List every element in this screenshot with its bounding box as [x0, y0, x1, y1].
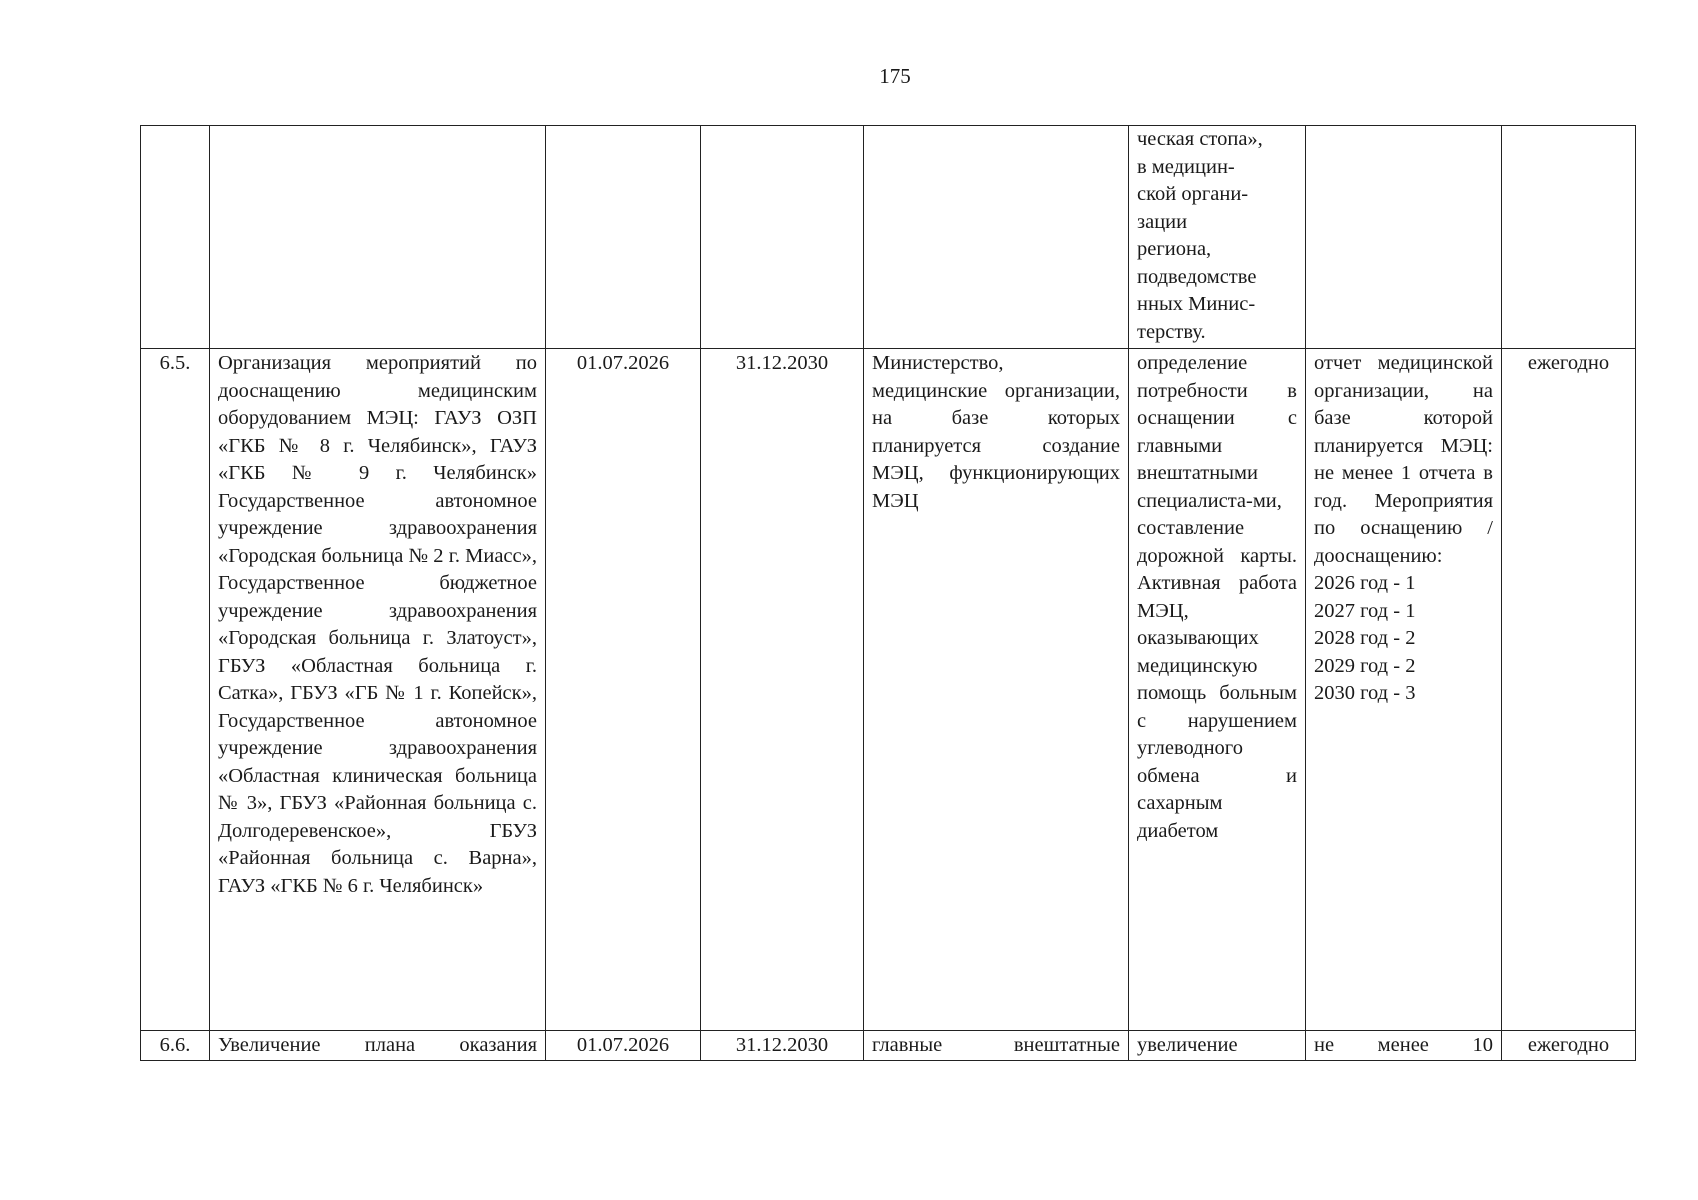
cell-period: ежегодно: [1502, 1031, 1636, 1061]
cell-measure-name: [210, 126, 546, 349]
indicator-year-item: 2027 год - 1: [1314, 599, 1416, 622]
cell-number: 6.5.: [141, 349, 210, 1031]
cell-period: ежегодно: [1502, 349, 1636, 1031]
cell-end-date: 31.12.2030: [701, 1031, 864, 1061]
cell-period: [1502, 126, 1636, 349]
cell-indicator-text: не менее 10: [1314, 1034, 1493, 1056]
cell-start-date: [546, 126, 701, 349]
measures-table: [140, 125, 1636, 1061]
table-row-6-5: [141, 349, 1636, 1031]
indicator-years-list: [1314, 570, 1493, 708]
cell-indicator: [1306, 349, 1502, 1031]
indicator-year-item: 2030 год - 3: [1314, 682, 1416, 704]
cell-result: увеличение: [1129, 1031, 1306, 1061]
cell-number: [141, 126, 210, 349]
cell-executor: Министерство, медицинские организации, на базе которых планируется создание МЭЦ, функционирующих МЭЦ: [864, 349, 1129, 1031]
cell-result: ческая стопа», в медицин- ской органи- зации региона, подведомстве нных Минис- терству.: [1129, 126, 1306, 349]
cell-measure-name: [210, 1031, 546, 1061]
indicator-year-item: 2026 год - 1: [1314, 572, 1416, 594]
cell-end-date: [701, 126, 864, 349]
cell-executor: [864, 1031, 1129, 1061]
cell-start-date: 01.07.2026: [546, 349, 701, 1031]
cell-start-date: 01.07.2026: [546, 1031, 701, 1061]
cell-measure-name-text: Увеличение плана оказания: [218, 1034, 537, 1056]
indicator-year-item: 2028 год - 2: [1314, 627, 1416, 649]
table-row-6-6: [141, 1031, 1636, 1061]
cell-indicator: [1306, 126, 1502, 349]
cell-indicator: [1306, 1031, 1502, 1061]
cell-result: определение потребности в оснащении с главными внештатными специалиста-ми, составление дорожной карты. Активная работа МЭЦ, оказывающих медицинскую помощь больным с нарушением углеводного обмена и сахарным диабетом: [1129, 349, 1306, 1031]
cell-executor-text: главные внештатные: [872, 1034, 1120, 1056]
cell-executor: [864, 126, 1129, 349]
cell-measure-name: Организация мероприятий по дооснащению медицинским оборудованием МЭЦ: ГАУЗ ОЗП «ГКБ № 8 г. Челябинск», ГАУЗ «ГКБ № 9 г. Челябинск» Государственное автономное учреждение здравоохранения «Городская больница № 2 г. Миасс», Государственное бюджетное учреждение здравоохранения «Городская больница г. Златоуст», ГБУЗ «Областная больница г. Сатка», ГБУЗ «ГБ № 1 г. Копейск», Государственное автономное учреждение здравоохранения «Областная клиническая больница № 3», ГБУЗ «Районная больница с. Долгодеревенское», ГБУЗ «Районная больница с. Варна», ГАУЗ «ГКБ № 6 г. Челябинск»: [210, 349, 546, 1031]
table-row-continuation: [141, 126, 1636, 349]
indicator-year-item: 2029 год - 2: [1314, 654, 1416, 677]
cell-end-date: 31.12.2030: [701, 349, 864, 1031]
indicator-text: отчет медицинской организации, на базе которой планируется МЭЦ: не менее 1 отчета в год. Мероприятия по оснащению / дооснащению:: [1314, 352, 1493, 567]
page-number: 175: [879, 64, 911, 88]
cell-number: 6.6.: [141, 1031, 210, 1061]
